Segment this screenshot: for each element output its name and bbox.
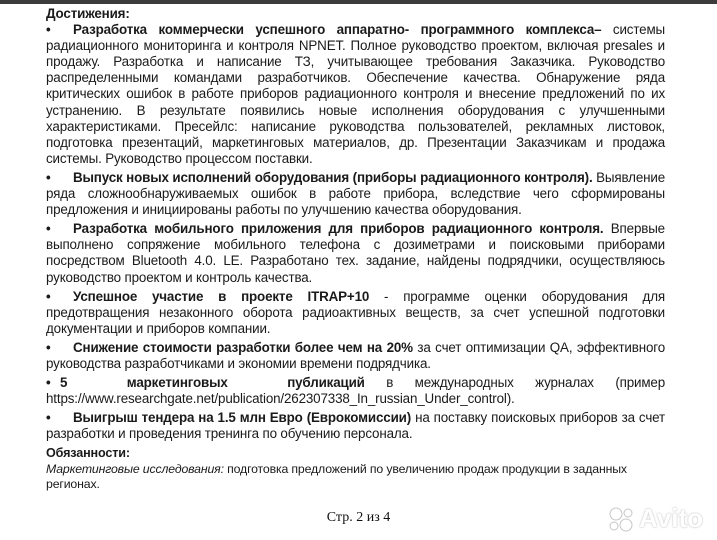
achievement-title: Успешное участие в проекте ITRAP+10 xyxy=(73,288,370,304)
bullet-icon: • xyxy=(46,375,51,391)
achievement-title: Разработка мобильного приложения для приборов радиационного контроля. xyxy=(73,221,604,237)
bullet-icon: • xyxy=(46,339,51,355)
achievement-text: Впервые выполнено сопряжение мобильного телефона с дозиметрами и поисковыми приборами посредством Bluetooth 4.0. LE. Разработано тех. задание, найдены подрядчики, осуществляюсь руководство проектом и контроль качества. xyxy=(46,221,665,285)
achievement-text: Выявление ряда сложнообнаруживаемых ошибок в работе прибора, вследствие чего сформированы предложения и инициированы работы по улучшению качества оборудования. xyxy=(46,169,665,218)
achievement-text: системы радиационного мониторинга и контроля NPNET. Полное руководство проектом, включая presales и продажу. Разработка и написание ТЗ, учитывающее требования Заказчика. Руководство распределенными командами разработчиков. Обеспечение качества. Обнаружение ряда критических ошибок в работе приборов радиационного контроля и внесение предложений по их устранению. В результате появились новые исполнения оборудования с улучшенными характеристиками. Пресейлс: написание руководства пользователей, рекламных листовок, подготовка презентаций, маркетинговых материалов, др. Презентации Заказчикам и продажа системы. Руководство процессом поставки. xyxy=(46,22,665,166)
page-number: Стр. 2 из 4 xyxy=(326,510,391,525)
avito-dots-icon xyxy=(607,506,637,532)
achievement-item xyxy=(46,22,665,167)
achievement-text: - программе оценки оборудования для предотвращения незаконного оборота радиоактивных веществ, за счет успешной подготовки документации и приборов компании. xyxy=(46,288,665,336)
document-page xyxy=(46,6,665,492)
bullet-icon: • xyxy=(46,169,51,185)
achievement-title: Выигрыш тендера на 1.5 млн Евро (Еврокомиссии) xyxy=(73,410,412,426)
top-edge-bar xyxy=(0,0,717,4)
bullet-icon: • xyxy=(46,410,51,426)
achievements-heading: Достижения: xyxy=(46,6,130,21)
bullet-icon: • xyxy=(46,288,51,304)
achievement-item xyxy=(46,289,665,337)
achievement-text: в международных журналах (пример https://www.researchgate.net/publication/262307338_In_russian_Under_control). xyxy=(46,375,666,407)
achievement-title: 5 маркетинговых публикаций xyxy=(60,375,365,391)
bullet-icon: • xyxy=(46,22,51,38)
avito-watermark xyxy=(607,503,703,534)
duties-heading: Обязанности: xyxy=(46,446,130,461)
duties-text: подготовка предложений по увеличению продаж продукции в заданных регионах. xyxy=(46,461,627,491)
avito-brand-text: Avito xyxy=(638,503,703,533)
achievement-text: на поставку поисковых приборов за счет разработки и проведения тренинга по обучению персонала. xyxy=(46,410,665,442)
achievement-item xyxy=(46,375,665,407)
duties-paragraph xyxy=(46,462,665,492)
achievement-item xyxy=(46,410,665,442)
achievement-item xyxy=(46,170,665,218)
achievement-title: Выпуск новых исполнений оборудования (приборы радиационного контроля). xyxy=(73,169,593,185)
achievement-title: Снижение стоимости разработки более чем на 20% xyxy=(73,339,413,355)
bullet-icon: • xyxy=(46,221,51,237)
achievement-text: за счет оптимизации QA, эффективного руководства разработчиками и экономии времени подрядчика. xyxy=(46,339,665,371)
achievement-title: Разработка коммерчески успешного аппаратно- программного комплекса– xyxy=(73,22,602,38)
duties-label: Маркетинговые исследования: xyxy=(46,461,224,476)
achievement-item xyxy=(46,340,665,372)
achievement-item xyxy=(46,221,665,285)
